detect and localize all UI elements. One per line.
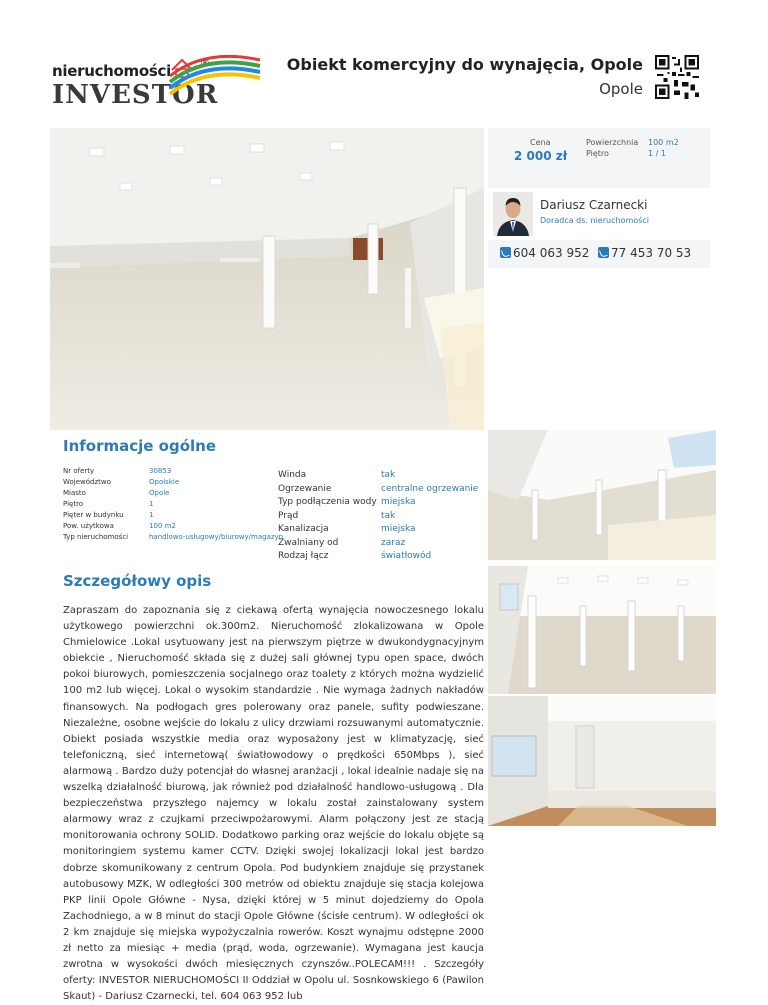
info-key: Rodzaj łącz [278,551,329,561]
main-photo[interactable] [50,128,484,430]
info-key: Pięter w budynku [63,511,124,519]
area-value: 100 m2 [648,138,679,147]
phone-primary-number: 604 063 952 [513,246,590,260]
price-label: Cena [530,138,551,147]
info-key: Województwo [63,478,111,486]
logo-registered-mark: ® [200,58,210,69]
info-value: centralne ogrzewanie [381,483,479,494]
gallery-photo-2[interactable] [488,566,716,694]
phone-primary[interactable] [500,246,589,260]
info-value: zaraz [381,537,406,548]
price-value: 2 000 zł [514,149,568,163]
agent-name: Dariusz Czarnecki [540,198,648,212]
offer-header [287,55,643,98]
phone-secondary-number: 77 453 70 53 [611,246,692,260]
gallery-photo-1[interactable] [488,430,716,560]
info-key: Zwalniany od [278,537,339,548]
attic-room-image [488,430,716,560]
info-value: światłowód [381,551,432,561]
phone-icon [598,247,609,258]
offer-city: Opole [599,80,643,98]
floor-label: Piętro [586,149,609,158]
office-interior-image [50,128,484,430]
info-section-title: Informacje ogólne [63,437,217,455]
info-value: miejska [381,497,416,507]
info-value: tak [381,470,396,480]
info-value: 100 m2 [149,522,176,530]
info-key: Pow. użytkowa [63,522,114,530]
info-value: tak [381,510,396,521]
description-text: Zapraszam do zapoznania się z ciekawą ofertą wynajęcia nowoczesnego lokalu użytkowego powierzchni ok.300m2. Nieruchomość zlokalizowana w Opole Chmielowice .Lokal usytuowany jest na pierwszym piętrze w dwukondygnacyjnym obiekcie , Nieruchomość składa się z dużej sali głównej typu open space, dwóch pokoi biurowych, pomieszczenia socjalnego oraz toalety z których można wydzielić 100 m2 lub więcej. Lokal o wysokim standardzie . Nie wymaga żadnych nakładów finansowych. Na podłogach gres polerowany oraz panele, sufity podwieszane. Niezależne, osobne wejście do lokalu z ulicy drzwiami rozsuwanymi automatycznie. Obiekt posiada wszystkie media oraz wyposażony jest w klimatyzację, sieć telefoniczną, sieć internetową( światłowodowy o prędkości 650Mbps ), sieć alarmową . Bardzo duży potencjał do własnej aranżacji , lokal idealnie nadaje się na wszelką działalność biurową, jak również pod działalność handlowo-usługową . Dla bezpieczeństwa przyszłego najemcy w lokalu został zainstalowany system alarmowy wraz z czujkami przeciwpożarowymi. Alarm połączony jest ze stacją monitorowania ochrony SOLID. Dodatkowo parking oraz wejście do lokalu objęte są monitoringiem systemu kamer CCTV. Dzięki swojej lokalizacji lokal jest bardzo dobrze skomunikowany z centrum Opola. Pod budynkiem znajduje się przystanek autobusowy MZK, W odległości 300 metrów od obiektu znajduje się stacja kolejowa PKP linii Opole Główne - Nysa, dzięki której w 5 minut dojedziemy do Opola Zachodniego, a w 8 minut do stacji Opole Główne (ścisłe centrum). W odległości ok 2 km znajduje się miejska wypożyczalnia rowerów. Koszt wynajmu odstępne 2000 zł netto za miesiąc + media (prąd, woda, ogrzewanie). Wymagana jest kaucja zwrotna w wysokości dwóch miesięcznych czynszów..POLECAM!!! . Szczegóły oferty: INVESTOR NIERUCHOMOŚCI II Oddział w Opolu ul. Sosnkowskiego 6 (Pawilon Skaut) - Dariusz Czarnecki, tel. 604 063 952 lub [63,605,484,1003]
info-key: Ogrzewanie [278,483,332,494]
info-key: Miasto [63,489,86,497]
info-key: Winda [278,470,307,480]
info-key: Kanalizacja [278,524,329,534]
logo-text-bottom: INVESTOR [52,80,219,110]
info-value: miejska [381,524,416,534]
info-key: Nr oferty [63,467,95,475]
logo-stripes-icon [165,50,265,100]
offer-title: Obiekt komercyjny do wynajęcia, Opole [286,55,643,74]
area-label: Powierzchnia [586,138,639,147]
phone-icon [500,247,511,258]
agent-role: Doradca ds. nieruchomości [540,216,649,225]
description-section-title: Szczegółowy opis [63,572,212,590]
open-space-image [488,566,716,694]
info-key: Piętro [63,500,84,508]
gallery-photo-3[interactable] [488,696,716,826]
phone-secondary[interactable] [598,246,691,260]
floor-value: 1 / 1 [648,149,666,158]
info-value: 1 [149,511,154,519]
info-value: 1 [149,500,154,508]
info-value: Opolskie [149,478,180,486]
avatar [493,192,533,236]
logo-text-top: nieruchomości [52,62,171,80]
office-room-image [488,696,716,826]
qr-code-icon [655,55,699,99]
agent-phones [488,240,710,268]
info-key: Prąd [278,510,299,521]
info-value: 30853 [149,467,172,475]
agent-card [488,188,710,240]
info-value: Opole [149,489,170,497]
info-key: Typ nieruchomości [63,533,129,541]
price-summary [488,128,710,188]
info-value: handlowo-usługowy/biurowy/magazyn [149,533,284,541]
info-key: Typ podłączenia wody [278,497,377,507]
